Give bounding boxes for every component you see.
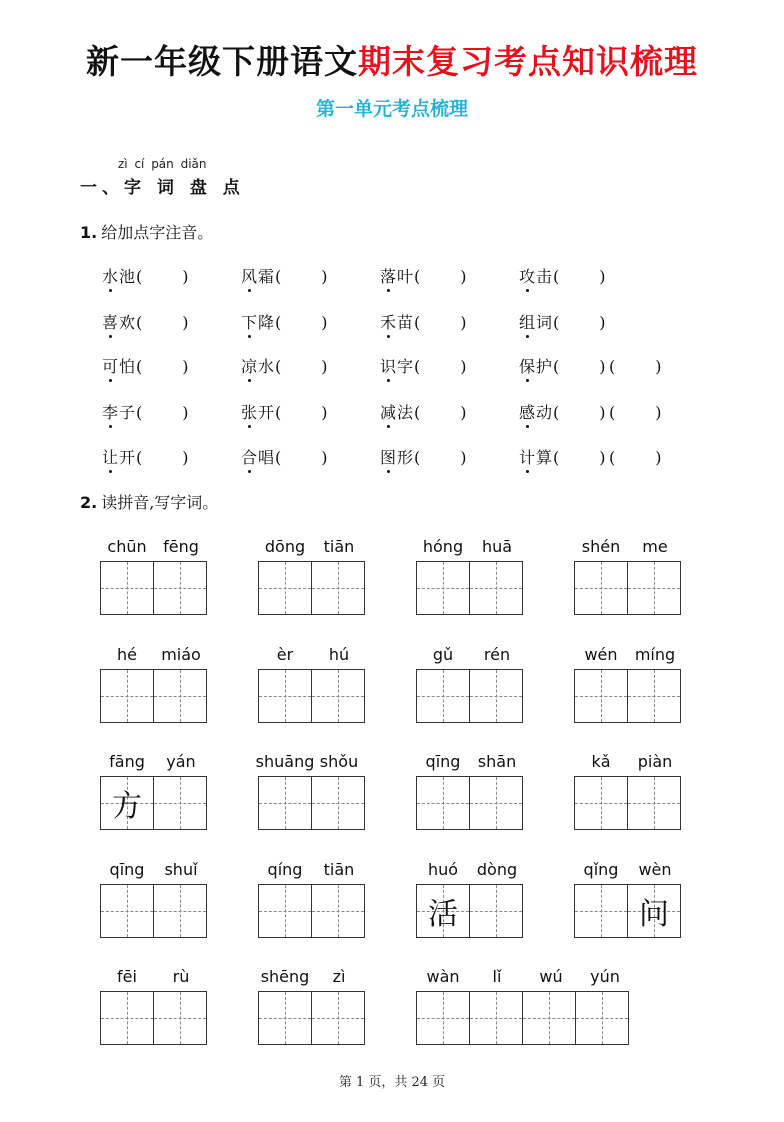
pinyin-label: yán [166,752,196,771]
pinyin-label: wén [584,645,618,664]
tianzige-cell[interactable] [311,991,365,1045]
page-footer: 第 1 页，共 24 页 [338,1075,446,1090]
tianzige-cells [416,991,629,1045]
pinyin-label: wàn [426,967,460,986]
pinyin-blank-item [380,310,470,333]
pinyin-label: lǐ [492,967,502,986]
tianzige-cell[interactable] [627,776,681,830]
dotted-character: 落 [380,264,397,287]
tianzige-cells [100,776,207,830]
answer-blank[interactable]: ( ) [414,403,467,422]
pinyin-label: miáo [161,645,201,664]
pinyin-label: gǔ [432,645,454,664]
pinyin-blank-item [241,445,331,468]
dotted-character: 让 [102,445,119,468]
pinyin-label: shuǐ [164,860,198,879]
answer-blank[interactable]: ( ) [136,357,189,376]
pinyin-label: zì [332,967,346,986]
word [380,267,414,286]
plain-character: 开 [258,403,276,422]
tianzige-cell[interactable] [522,991,576,1045]
question-2-text: 读拼音,写字词。 [101,493,219,512]
question-2-number: 2. [80,493,98,512]
given-character: 方 [112,789,142,824]
pinyin-label: yún [590,967,620,986]
tianzige-cell[interactable] [469,991,523,1045]
tianzige-cells [258,561,365,615]
pinyin-blank-item [102,310,192,333]
tianzige-cell[interactable] [574,561,628,615]
pinyin-label: hé [117,645,137,664]
tianzige-cell[interactable] [416,669,470,723]
tianzige-cells [258,884,365,938]
plain-character: 动 [536,403,554,422]
pinyin-label: rù [172,967,190,986]
question-2-title [80,490,218,513]
pinyin-label: chūn [107,537,147,556]
answer-blank[interactable]: ( ) [275,267,328,286]
tianzige-cells [416,884,523,938]
tianzige-cell[interactable] [153,776,207,830]
tianzige-cells [574,884,681,938]
tianzige-cell[interactable] [100,991,154,1045]
pinyin-label: qīng [425,752,461,771]
answer-blank[interactable]: ( ) [414,357,467,376]
tianzige-cells [100,669,207,723]
tianzige-cell[interactable] [311,669,365,723]
plain-character: 字 [397,357,415,376]
plain-character: 形 [397,448,415,467]
plain-character: 唱 [258,448,276,467]
pinyin-blank-item [241,310,331,333]
pinyin-blank-item [102,445,192,468]
tianzige-cell[interactable] [311,776,365,830]
pinyin-blank-item [102,264,192,287]
word [241,448,275,467]
pinyin-label: hóng [422,537,464,556]
answer-blank[interactable]: ( ) [414,448,467,467]
question-1-text: 给加点字注音。 [101,223,214,242]
tianzige-cell[interactable] [416,884,470,938]
word [241,313,275,332]
tianzige-cell[interactable] [416,776,470,830]
tianzige-cell[interactable] [311,884,365,938]
dotted-character: 识 [380,354,397,377]
section-pinyin: zì cí pán diǎn [118,157,207,171]
word [102,403,136,422]
plain-character: 法 [397,403,415,422]
given-character: 问 [639,897,669,932]
plain-character: 怕 [119,357,137,376]
answer-blank[interactable]: ( ) [136,448,189,467]
plain-character: 开 [119,448,137,467]
plain-character: 击 [536,267,554,286]
tianzige-cell[interactable] [153,561,207,615]
word [380,403,414,422]
tianzige-cell[interactable] [258,561,312,615]
word [519,313,553,332]
answer-blank[interactable]: ( ) [414,313,467,332]
tianzige-cell[interactable] [469,884,523,938]
tianzige-cell[interactable] [574,884,628,938]
tianzige-cells [100,561,207,615]
tianzige-cell[interactable] [575,991,629,1045]
answer-blank[interactable]: ( ) [275,313,328,332]
tianzige-cells [258,776,365,830]
question-1-number: 1. [80,223,98,242]
pinyin-label: wèn [638,860,672,879]
word [102,357,136,376]
pinyin-label: me [642,537,668,556]
pinyin-blank-item [519,310,609,333]
section-title: 一、字 词 盘 点 [80,178,245,198]
dotted-character: 减 [380,400,397,423]
pinyin-label: tiān [323,860,355,879]
pinyin-label: kǎ [591,752,611,771]
plain-character: 霜 [258,267,276,286]
dotted-character: 凉 [241,354,258,377]
pinyin-label: tiān [323,537,355,556]
plain-character: 算 [536,448,554,467]
pinyin-label: qíng [267,860,303,879]
plain-character: 苗 [397,313,415,332]
pinyin-label: huó [427,860,459,879]
tianzige-cell[interactable] [258,669,312,723]
answer-blank[interactable]: ( ) [136,267,189,286]
pinyin-blank-item [519,445,665,468]
dotted-character: 计 [519,445,536,468]
plain-character: 子 [119,403,137,422]
pinyin-label: qǐng [583,860,619,879]
tianzige-cells [416,669,523,723]
word [519,448,553,467]
pinyin-label: qīng [109,860,145,879]
tianzige-cell[interactable] [416,991,470,1045]
pinyin-blank-item [380,445,470,468]
tianzige-cells [100,991,207,1045]
answer-blank[interactable]: ( ) [275,357,328,376]
dotted-character: 攻 [519,264,536,287]
tianzige-cells [258,669,365,723]
word [519,267,553,286]
answer-blank[interactable]: ( ) [553,357,606,376]
tianzige-cells [574,561,681,615]
plain-character: 词 [536,313,554,332]
dotted-character: 保 [519,354,536,377]
tianzige-cell[interactable] [100,776,154,830]
tianzige-cell[interactable] [469,776,523,830]
dotted-character: 感 [519,400,536,423]
tianzige-cell[interactable] [627,561,681,615]
tianzige-cell[interactable] [258,884,312,938]
pinyin-label: shén [581,537,621,556]
plain-character: 欢 [119,313,137,332]
title-red-part: 期末复习考点知识梳理 [358,42,698,81]
dotted-character: 李 [102,400,119,423]
word [380,448,414,467]
pinyin-label: shǒu [319,752,359,771]
dotted-character: 合 [241,445,258,468]
pinyin-label: míng [634,645,676,664]
plain-character: 护 [536,357,554,376]
answer-blank[interactable]: ( ) [414,267,467,286]
answer-blank[interactable]: ( ) [275,448,328,467]
pinyin-blank-item [241,264,331,287]
given-character: 活 [428,897,458,932]
dotted-character: 组 [519,310,536,333]
word [102,313,136,332]
document-title [0,36,784,83]
answer-blank[interactable]: ( ) [553,267,606,286]
pinyin-label: wú [539,967,563,986]
tianzige-cells [416,561,523,615]
unit-subtitle: 第一单元考点梳理 [315,98,468,120]
tianzige-cell[interactable] [100,884,154,938]
answer-blank[interactable]: ( ) [136,313,189,332]
answer-blank[interactable]: ( ) [553,403,606,422]
pinyin-label: fāng [109,752,145,771]
title-black-part: 新一年级下册语文 [86,42,358,81]
pinyin-blank-item [241,354,331,377]
pinyin-blank-item [102,354,192,377]
pinyin-blank-item [519,264,609,287]
word [102,448,136,467]
tianzige-cell[interactable] [100,669,154,723]
word [241,403,275,422]
word [241,267,275,286]
plain-character: 水 [258,357,276,376]
dotted-character: 水 [102,264,119,287]
dotted-character: 张 [241,400,258,423]
pinyin-label: fēi [117,967,137,986]
tianzige-cell[interactable] [574,776,628,830]
dotted-character: 禾 [380,310,397,333]
dotted-character: 风 [241,264,258,287]
answer-blank[interactable]: ( ) [609,448,662,467]
pinyin-blank-item [519,400,665,423]
pinyin-label: fēng [163,537,199,556]
pinyin-label: shuāng [255,752,315,771]
answer-blank[interactable]: ( ) [553,313,606,332]
tianzige-cell[interactable] [153,884,207,938]
pinyin-label: rén [483,645,511,664]
tianzige-cell[interactable] [627,884,681,938]
pinyin-blank-item [519,354,665,377]
pinyin-blank-item [102,400,192,423]
pinyin-label: huā [481,537,513,556]
tianzige-cell[interactable] [627,669,681,723]
word [519,403,553,422]
pinyin-blank-item [380,354,470,377]
pinyin-blank-item [380,400,470,423]
pinyin-blank-item [241,400,331,423]
answer-blank[interactable]: ( ) [553,448,606,467]
tianzige-cells [100,884,207,938]
word [380,313,414,332]
tianzige-cell[interactable] [469,561,523,615]
pinyin-label: èr [276,645,294,664]
tianzige-cell[interactable] [469,669,523,723]
answer-blank[interactable]: ( ) [609,357,662,376]
dotted-character: 可 [102,354,119,377]
answer-blank[interactable]: ( ) [136,403,189,422]
answer-blank[interactable]: ( ) [275,403,328,422]
pinyin-label: dōng [264,537,306,556]
dotted-character: 图 [380,445,397,468]
tianzige-cell[interactable] [258,991,312,1045]
dotted-character: 喜 [102,310,119,333]
tianzige-cell[interactable] [100,561,154,615]
pinyin-label: shēng [260,967,310,986]
word [380,357,414,376]
pinyin-label: dòng [476,860,518,879]
tianzige-cells [574,669,681,723]
dotted-character: 下 [241,310,258,333]
tianzige-cell[interactable] [153,991,207,1045]
question-1-title [80,220,213,243]
tianzige-cell[interactable] [416,561,470,615]
pinyin-label: hú [328,645,350,664]
word [519,357,553,376]
tianzige-cells [258,991,365,1045]
plain-character: 叶 [397,267,415,286]
tianzige-cells [574,776,681,830]
tianzige-cells [416,776,523,830]
tianzige-cell[interactable] [153,669,207,723]
pinyin-blank-item [380,264,470,287]
tianzige-cell[interactable] [574,669,628,723]
plain-character: 池 [119,267,137,286]
answer-blank[interactable]: ( ) [609,403,662,422]
plain-character: 降 [258,313,276,332]
word [241,357,275,376]
word [102,267,136,286]
tianzige-cell[interactable] [258,776,312,830]
pinyin-label: piàn [637,752,673,771]
tianzige-cell[interactable] [311,561,365,615]
pinyin-label: shān [477,752,517,771]
